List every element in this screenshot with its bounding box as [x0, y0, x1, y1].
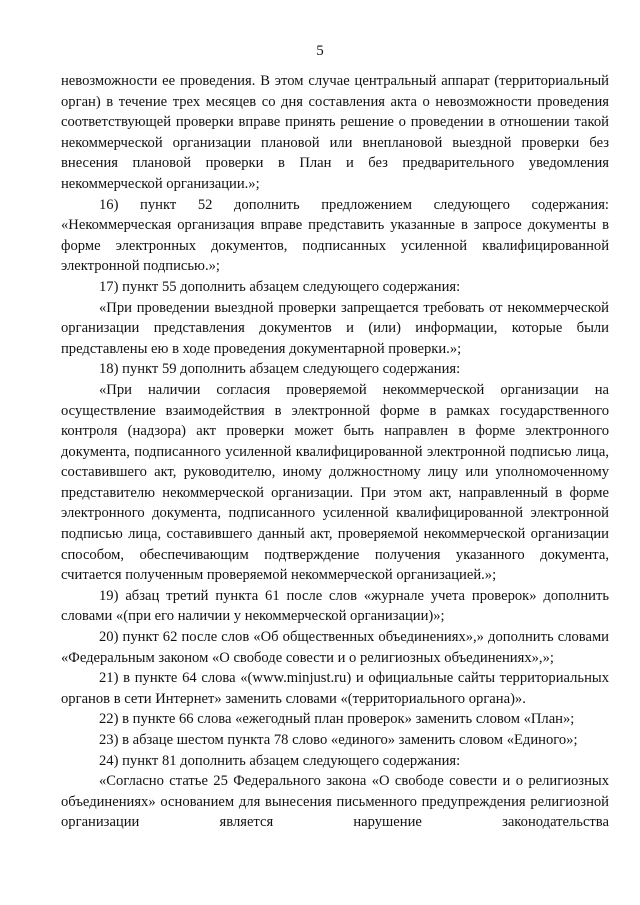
- paragraph-item-17: 17) пункт 55 дополнить абзацем следующего содержания:: [99, 278, 461, 295]
- paragraph-item-16: 16) пункт 52 дополнить предложением следующего содержания: «Некоммерческая организация вправе представить указанные в запросе документы в форме электронных документов, подписанных усиленной квалифицированной электронной подписью.»;: [61, 196, 609, 275]
- paragraph-item-24-quote: «Согласно статье 25 Федерального закона «О свободе совести и о религиозных объединениях» основанием для вынесения письменного предупреждения религиозной организации является нарушение законодательства: [61, 773, 609, 831]
- paragraph-item-22: 22) в пункте 66 слова «ежегодный план проверок» заменить словом «План»;: [99, 711, 575, 728]
- paragraph-item-18: 18) пункт 59 дополнить абзацем следующего содержания:: [99, 361, 461, 378]
- paragraph-item-21: 21) в пункте 64 слова «(www.minjust.ru) и официальные сайты территориальных органов в сети Интернет» заменить словами «(территориального органа)».: [61, 670, 609, 707]
- paragraph-continuation: невозможности ее проведения. В этом случае центральный аппарат (территориальный орган) в течение трех месяцев со дня составления акта о невозможности проведения соответствующей проверки вправе принять решение о проведении в отношении такой некоммерческой организации плановой или внеплановой выездной проверки без внесения плановой проверки в План и без предварительного уведомления некоммерческой организации.»;: [61, 73, 609, 192]
- paragraph-item-24: 24) пункт 81 дополнить абзацем следующего содержания:: [99, 752, 461, 769]
- paragraph-item-17-quote: «При проведении выездной проверки запрещается требовать от некоммерческой организации представления документов и (или) информации, которые были представлены ею в ходе проведения документарной проверки.»;: [61, 299, 609, 357]
- page-number: 5: [316, 43, 324, 59]
- paragraph-item-20: 20) пункт 62 после слов «Об общественных объединениях»,» дополнить словами «Федеральным законом «О свободе совести и о религиозных объединениях»,»;: [61, 629, 609, 666]
- paragraph-item-19: 19) абзац третий пункта 61 после слов «журнале учета проверок» дополнить словами «(при его наличии у некоммерческой организации)»;: [61, 587, 609, 625]
- document-body: [61, 71, 609, 833]
- paragraph-item-23: 23) в абзаце шестом пункта 78 слово «единого» заменить словом «Единого»;: [99, 732, 578, 748]
- paragraph-item-18-quote: «При наличии согласия проверяемой некоммерческой организации на осуществление взаимодействия в электронной форме в рамках государственного контроля (надзора) акт проверки может быть направлен в форме электронного документа, подписанного усиленной квалифицированной электронной подписью лица, составившего акт, руководителю, иному должностному лицу или уполномоченному представителю некоммерческой организации. При этом акт, направленный в форме электронного документа, подписанного усиленной квалифицированной электронной подписью лица, составившего данный акт, проверяемой некоммерческой организации способом, обеспечивающим подтверждение получения указанного документа, считается полученным проверяемой некоммерческой организацией.»;: [61, 381, 609, 584]
